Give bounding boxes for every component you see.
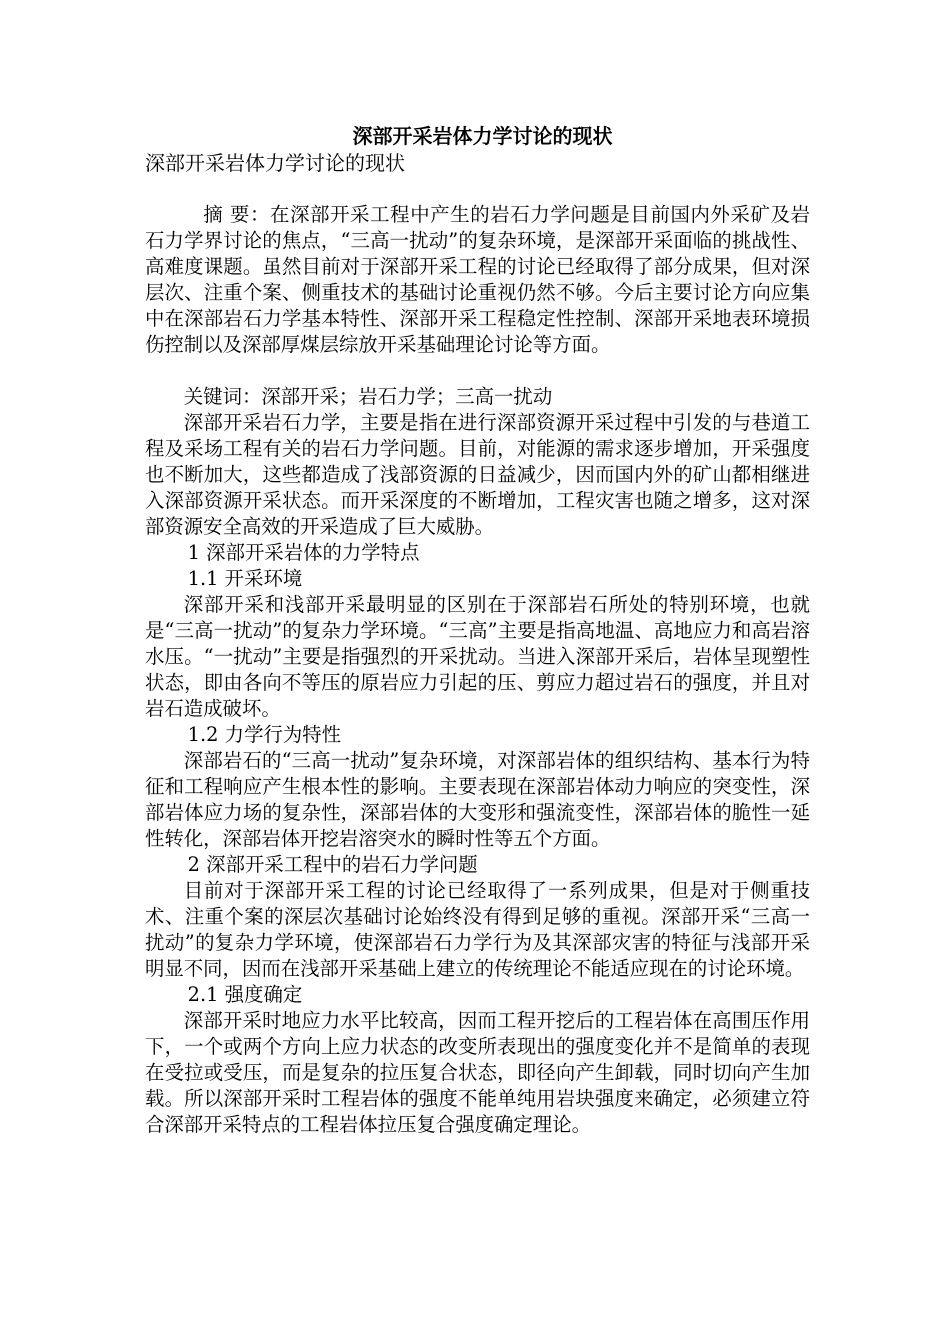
document-page: [145, 122, 810, 1138]
section-1-1-paragraph: 深部开采和浅部开采最明显的区别在于深部岩石所处的特别环境，也就是“三高一扰动”的复杂力学环境。“三高”主要是指高地温、高地应力和高岩溶水压。“一扰动”主要是指强烈的开采扰动。当进入深部开采后，岩体呈现塑性状态，即由各向不等压的原岩应力引起的压、剪应力超过岩石的强度，并且对岩石造成破坏。: [145, 593, 810, 720]
section-2-1-heading: 2.1 强度确定: [187, 983, 303, 1006]
abstract-paragraph: 摘 要：在深部开采工程中产生的岩石力学问题是目前国内外采矿及岩石力学界讨论的焦点，“三高一扰动”的复杂环境，是深部开采面临的挑战性、高难度课题。虽然目前对于深部开采工程的讨论已经取得了部分成果，但对深层次、注重个案、侧重技术的基础讨论重视仍然不够。今后主要讨论方向应集中在深部岩石力学基本特性、深部开采工程稳定性控制、深部开采地表环境损伤控制以及深部厚煤层综放开采基础理论讨论等方面。: [145, 203, 810, 356]
section-1-heading: 1 深部开采岩体的力学特点: [187, 541, 420, 564]
section-1-2-heading: 1.2 力学行为特性: [187, 723, 342, 746]
document-subtitle: 深部开采岩体力学讨论的现状: [145, 151, 405, 175]
keywords-line: 关键词：深部开采；岩石力学；三高一扰动: [183, 385, 553, 408]
section-2-heading: 2 深部开采工程中的岩石力学问题: [187, 853, 478, 876]
section-2-1-paragraph: 深部开采时地应力水平比较高，因而工程开挖后的工程岩体在高围压作用下，一个或两个方向上应力状态的改变所表现出的强度变化并不是简单的表现在受拉或受压，而是复杂的拉压复合状态，即径向产生卸载，同时切向产生加载。所以深部开采时工程岩体的强度不能单纯用岩块强度来确定，必须建立符合深部开采特点的工程岩体拉压复合强度确定理论。: [145, 1009, 810, 1136]
section-1-2-paragraph: 深部岩石的“三高一扰动”复杂环境，对深部岩体的组织结构、基本行为特征和工程响应产生根本性的影响。主要表现在深部岩体动力响应的突变性，深部岩体应力场的复杂性，深部岩体的大变形和强流变性，深部岩体的脆性一延性转化，深部岩体开挖岩溶突水的瞬时性等五个方面。: [145, 749, 810, 850]
section-2-paragraph: 目前对于深部开采工程的讨论已经取得了一系列成果，但是对于侧重技术、注重个案的深层次基础讨论始终没有得到足够的重视。深部开采“三高一扰动”的复杂力学环境，使深部岩石力学行为及其深部灾害的特征与浅部开采明显不同，因而在浅部开采基础上建立的传统理论不能适应现在的讨论环境。: [145, 879, 810, 980]
intro-paragraph: 深部开采岩石力学，主要是指在进行深部资源开采过程中引发的与巷道工程及采场工程有关的岩石力学问题。目前，对能源的需求逐步增加，开采强度也不断加大，这些都造成了浅部资源的日益减少，因而国内外的矿山都相继进入深部资源开采状态。而开采深度的不断增加，工程灾害也随之增多，这对深部资源安全高效的开采造成了巨大威胁。: [145, 411, 810, 538]
document-title: 深部开采岩体力学讨论的现状: [352, 124, 613, 148]
section-1-1-heading: 1.1 开采环境: [187, 567, 303, 590]
